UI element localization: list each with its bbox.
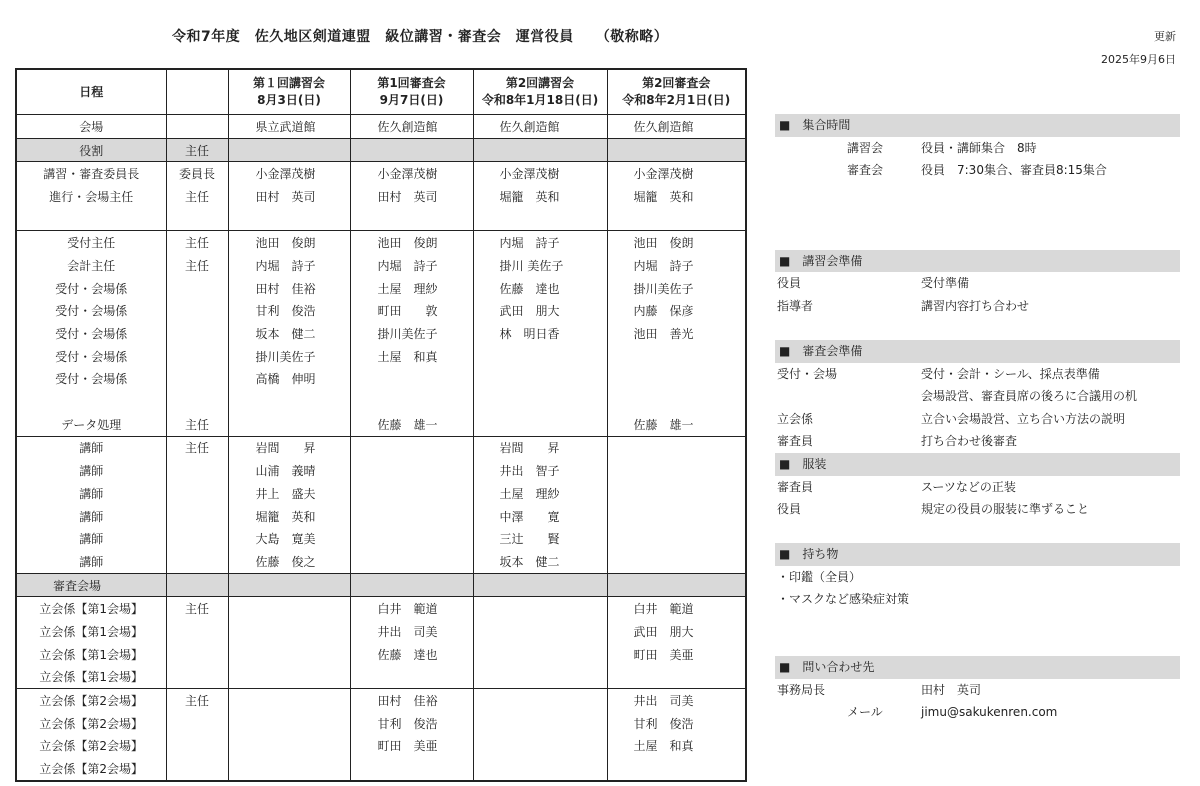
staff-cell <box>607 757 746 781</box>
info-value: 講習内容打ち合わせ <box>921 298 1030 313</box>
section-title: 講習会準備 <box>802 253 863 268</box>
row-label: 審査会場 <box>16 573 166 597</box>
staff-cell: 内堀 詩子 <box>473 231 607 254</box>
belonging-text: ・マスクなど感染症対策 <box>777 592 910 607</box>
info-value: 役員・講師集合 8時 <box>921 140 1037 155</box>
row-label: 講師 <box>16 505 166 528</box>
role-cell <box>166 345 228 368</box>
info-row <box>775 137 1180 160</box>
staff-cell: 小金澤茂樹 <box>607 162 746 185</box>
table-row <box>16 482 746 505</box>
role-cell: 主任 <box>166 138 228 162</box>
section-header <box>775 453 1180 476</box>
staff-cell <box>473 643 607 666</box>
staff-cell <box>473 597 607 620</box>
staff-cell: 井出 司美 <box>350 620 473 643</box>
staff-cell <box>607 459 746 482</box>
staff-cell: 佐藤 雄一 <box>607 413 746 436</box>
row-label: 受付主任 <box>16 231 166 254</box>
role-cell <box>166 482 228 505</box>
staff-cell: 内堀 詩子 <box>607 254 746 277</box>
staff-cell <box>473 345 607 368</box>
staff-cell <box>607 345 746 368</box>
row-label: 立会係【第1会場】 <box>16 620 166 643</box>
spacer <box>775 317 1180 340</box>
table-row <box>16 620 746 643</box>
staff-cell <box>228 666 350 689</box>
staff-cell: 大島 寛美 <box>228 527 350 550</box>
staff-cell <box>607 138 746 162</box>
info-label: 審査員 <box>777 434 814 449</box>
info-row <box>775 408 1180 431</box>
section-title: 審査会準備 <box>802 343 863 358</box>
staff-cell: 池田 俊朗 <box>228 231 350 254</box>
staff-cell <box>350 527 473 550</box>
staff-cell <box>350 459 473 482</box>
row-label: 会場 <box>16 115 166 139</box>
staff-cell: 土屋 和真 <box>607 735 746 758</box>
table-row <box>16 185 746 208</box>
staff-cell <box>607 550 746 573</box>
staff-cell: 甘利 俊浩 <box>607 712 746 735</box>
role-cell: 主任 <box>166 254 228 277</box>
staff-cell <box>473 689 607 712</box>
table-row <box>16 712 746 735</box>
staff-cell: 田村 佳裕 <box>228 277 350 300</box>
staff-cell <box>228 597 350 620</box>
section-header <box>775 656 1180 679</box>
header-session-1: 第１回講習会 8月3日(日) <box>228 69 350 115</box>
table-row <box>16 666 746 689</box>
belonging-item <box>775 588 1180 611</box>
info-row <box>775 159 1180 182</box>
info-value: 田村 英司 <box>921 682 982 697</box>
staff-cell: 土屋 理紗 <box>350 277 473 300</box>
table-row <box>16 550 746 573</box>
info-label: メール <box>847 705 883 720</box>
section-header <box>775 543 1180 566</box>
role-cell <box>166 620 228 643</box>
staff-cell <box>473 573 607 597</box>
staff-cell: 武田 朋大 <box>473 300 607 323</box>
staff-cell: 池田 俊朗 <box>607 231 746 254</box>
row-label: 受付・会場係 <box>16 277 166 300</box>
role-cell <box>166 757 228 781</box>
staff-cell: 掛川美佐子 <box>607 277 746 300</box>
table-row <box>16 368 746 391</box>
header-role <box>166 69 228 115</box>
staff-cell: 岩間 昇 <box>473 436 607 459</box>
staff-cell: 掛川美佐子 <box>350 322 473 345</box>
role-cell <box>166 550 228 573</box>
table-row <box>16 277 746 300</box>
info-label: 審査会 <box>847 163 884 178</box>
staff-cell <box>473 666 607 689</box>
table-row <box>16 459 746 482</box>
staff-cell <box>350 666 473 689</box>
row-label: 講師 <box>16 527 166 550</box>
staff-cell: 掛川美佐子 <box>228 345 350 368</box>
section-title: 問い合わせ先 <box>802 660 875 675</box>
staff-cell <box>228 620 350 643</box>
staff-cell <box>228 689 350 712</box>
staff-cell <box>228 208 350 231</box>
table-row <box>16 413 746 436</box>
info-value: 受付・会計・シール、採点表準備 <box>921 366 1100 381</box>
info-row <box>775 295 1180 318</box>
staff-cell: 池田 俊朗 <box>350 231 473 254</box>
staff-cell <box>350 436 473 459</box>
staff-cell <box>607 436 746 459</box>
info-label: 事務局長 <box>777 682 826 697</box>
updated-label: 更新 <box>1154 30 1176 43</box>
staff-cell <box>473 208 607 231</box>
table-row <box>16 115 746 139</box>
staff-cell: 井出 司美 <box>607 689 746 712</box>
staff-cell: 佐藤 達也 <box>473 277 607 300</box>
role-cell: 主任 <box>166 436 228 459</box>
role-cell <box>166 459 228 482</box>
row-label: 講師 <box>16 459 166 482</box>
schedule-table <box>15 68 747 782</box>
staff-cell: 武田 朋大 <box>607 620 746 643</box>
role-cell <box>166 666 228 689</box>
staff-cell: 佐藤 雄一 <box>350 413 473 436</box>
section-header <box>775 114 1180 137</box>
staff-cell: 田村 佳裕 <box>350 689 473 712</box>
row-label <box>16 390 166 413</box>
section-title: 服装 <box>802 456 827 471</box>
staff-cell <box>350 482 473 505</box>
staff-cell: 白井 範道 <box>607 597 746 620</box>
header-session-4: 第2回審査会 令和8年2月1日(日) <box>607 69 746 115</box>
staff-cell: 田村 英司 <box>228 185 350 208</box>
staff-cell <box>228 573 350 597</box>
staff-cell <box>228 757 350 781</box>
role-cell <box>166 322 228 345</box>
table-row <box>16 689 746 712</box>
staff-cell <box>228 712 350 735</box>
staff-cell <box>228 413 350 436</box>
staff-cell <box>228 390 350 413</box>
staff-cell: 池田 善光 <box>607 322 746 345</box>
info-value: スーツなどの正装 <box>921 479 1016 494</box>
info-label: 立会係 <box>777 411 814 426</box>
info-row <box>775 430 1180 453</box>
staff-cell: 小金澤茂樹 <box>228 162 350 185</box>
row-label: 立会係【第2会場】 <box>16 757 166 781</box>
staff-cell: 佐久創造館 <box>350 115 473 139</box>
table-row <box>16 322 746 345</box>
info-label: 役員 <box>777 502 802 517</box>
staff-cell <box>473 735 607 758</box>
staff-cell <box>350 550 473 573</box>
info-value: 立合い会場設営、立ち合い方法の説明 <box>921 411 1126 426</box>
info-label: 指導者 <box>777 298 814 313</box>
staff-cell <box>350 505 473 528</box>
staff-cell: 内堀 詩子 <box>350 254 473 277</box>
spacer <box>775 521 1180 544</box>
role-cell <box>166 300 228 323</box>
role-cell <box>166 527 228 550</box>
belonging-item <box>775 566 1180 589</box>
role-cell: 主任 <box>166 597 228 620</box>
staff-cell <box>228 735 350 758</box>
staff-cell <box>607 390 746 413</box>
staff-cell <box>607 368 746 391</box>
staff-cell: 坂本 健二 <box>473 550 607 573</box>
staff-cell: 三辻 賢 <box>473 527 607 550</box>
row-label: 会計主任 <box>16 254 166 277</box>
row-label: 受付・会場係 <box>16 300 166 323</box>
staff-cell: 田村 英司 <box>350 185 473 208</box>
updated-date: 2025年9月6日 <box>1101 53 1176 66</box>
spacer <box>775 611 1180 634</box>
row-label: 講師 <box>16 482 166 505</box>
info-row <box>775 385 1180 408</box>
staff-cell: 岩間 昇 <box>228 436 350 459</box>
role-cell: 主任 <box>166 413 228 436</box>
info-row <box>775 679 1180 702</box>
role-cell: 主任 <box>166 231 228 254</box>
spacer <box>775 227 1180 250</box>
staff-cell: 土屋 和真 <box>350 345 473 368</box>
staff-cell: 堀籠 英和 <box>228 505 350 528</box>
table-row <box>16 345 746 368</box>
row-label: 役割 <box>16 138 166 162</box>
spacer <box>775 204 1180 227</box>
spacer <box>775 634 1180 657</box>
section-header <box>775 340 1180 363</box>
row-label: 立会係【第1会場】 <box>16 597 166 620</box>
staff-cell <box>607 482 746 505</box>
table-row <box>16 208 746 231</box>
staff-cell <box>350 368 473 391</box>
row-label: 受付・会場係 <box>16 368 166 391</box>
square-icon: ■ <box>779 660 791 675</box>
staff-cell: 小金澤茂樹 <box>350 162 473 185</box>
row-label: 立会係【第1会場】 <box>16 666 166 689</box>
table-row <box>16 231 746 254</box>
staff-cell: 町田 美亜 <box>607 643 746 666</box>
info-value: 役員 7:30集合、審査員8:15集合 <box>921 163 1107 178</box>
section-title: 集合時間 <box>802 118 851 132</box>
square-icon: ■ <box>779 253 791 268</box>
staff-cell: 土屋 理紗 <box>473 482 607 505</box>
role-cell <box>166 573 228 597</box>
square-icon: ■ <box>779 456 791 471</box>
section-header <box>775 250 1180 273</box>
staff-cell <box>473 757 607 781</box>
staff-cell: 県立武道館 <box>228 115 350 139</box>
role-cell <box>166 712 228 735</box>
staff-cell <box>473 413 607 436</box>
info-value: 打ち合わせ後審査 <box>921 434 1018 449</box>
table-row <box>16 436 746 459</box>
row-label: 講師 <box>16 436 166 459</box>
staff-cell <box>473 712 607 735</box>
staff-cell: 佐久創造館 <box>607 115 746 139</box>
staff-cell: 井出 智子 <box>473 459 607 482</box>
row-label: 立会係【第2会場】 <box>16 712 166 735</box>
role-cell <box>166 643 228 666</box>
schedule-body <box>16 115 746 781</box>
table-row <box>16 643 746 666</box>
info-row <box>775 498 1180 521</box>
staff-cell: 佐藤 達也 <box>350 643 473 666</box>
info-label: 受付・会場 <box>777 366 838 381</box>
square-icon: ■ <box>779 547 791 562</box>
staff-cell: 堀籠 英和 <box>473 185 607 208</box>
row-label: 立会係【第1会場】 <box>16 643 166 666</box>
table-row <box>16 757 746 781</box>
info-row <box>775 476 1180 499</box>
role-cell: 委員長 <box>166 162 228 185</box>
table-row <box>16 390 746 413</box>
role-cell <box>166 208 228 231</box>
belonging-text: ・印鑑（全員） <box>777 569 862 584</box>
row-label: 講師 <box>16 550 166 573</box>
row-label: 進行・会場主任 <box>16 185 166 208</box>
table-header-row <box>16 69 746 115</box>
staff-cell <box>607 208 746 231</box>
staff-cell <box>607 573 746 597</box>
info-label: 審査員 <box>777 479 814 494</box>
info-row <box>775 701 1180 724</box>
staff-cell: 町田 敦 <box>350 300 473 323</box>
row-label: 受付・会場係 <box>16 345 166 368</box>
staff-cell <box>350 757 473 781</box>
info-value: 受付準備 <box>921 276 970 291</box>
header-session-2: 第1回審査会 9月7日(日) <box>350 69 473 115</box>
staff-cell <box>228 138 350 162</box>
page-title: 令和7年度 佐久地区剣道連盟 級位講習・審査会 運営役員 （敬称略） <box>172 29 669 45</box>
staff-cell <box>473 138 607 162</box>
role-cell <box>166 115 228 139</box>
table-row <box>16 162 746 185</box>
role-cell <box>166 505 228 528</box>
staff-cell <box>350 138 473 162</box>
staff-cell <box>607 666 746 689</box>
staff-cell <box>473 390 607 413</box>
info-label: 役員 <box>777 276 802 291</box>
staff-cell: 内堀 詩子 <box>228 254 350 277</box>
table-row <box>16 597 746 620</box>
info-label: 講習会 <box>847 140 884 155</box>
staff-cell: 内藤 保彦 <box>607 300 746 323</box>
table-row <box>16 138 746 162</box>
table-row <box>16 573 746 597</box>
staff-cell: 高橋 伸明 <box>228 368 350 391</box>
email-value: jimu@sakukenren.com <box>921 705 1058 720</box>
header-schedule: 日程 <box>16 69 166 115</box>
staff-cell <box>473 368 607 391</box>
info-value: 規定の役員の服装に準ずること <box>921 502 1090 517</box>
info-panel <box>775 114 1180 724</box>
table-row <box>16 300 746 323</box>
header-session-3: 第2回講習会 令和8年1月18日(日) <box>473 69 607 115</box>
staff-cell: 佐藤 俊之 <box>228 550 350 573</box>
staff-cell: 林 明日香 <box>473 322 607 345</box>
staff-cell: 甘利 俊浩 <box>228 300 350 323</box>
staff-cell <box>607 527 746 550</box>
table-row <box>16 735 746 758</box>
staff-cell <box>473 620 607 643</box>
table-row <box>16 254 746 277</box>
role-cell: 主任 <box>166 689 228 712</box>
staff-cell <box>228 643 350 666</box>
info-row <box>775 272 1180 295</box>
staff-cell <box>607 505 746 528</box>
spacer <box>775 182 1180 205</box>
staff-cell: 白井 範道 <box>350 597 473 620</box>
square-icon: ■ <box>779 343 791 358</box>
staff-cell: 山浦 義晴 <box>228 459 350 482</box>
role-cell <box>166 368 228 391</box>
role-cell: 主任 <box>166 185 228 208</box>
row-label: 受付・会場係 <box>16 322 166 345</box>
staff-cell: 坂本 健二 <box>228 322 350 345</box>
staff-cell: 井上 盛夫 <box>228 482 350 505</box>
staff-cell: 小金澤茂樹 <box>473 162 607 185</box>
table-row <box>16 527 746 550</box>
row-label: 立会係【第2会場】 <box>16 689 166 712</box>
row-label: 立会係【第2会場】 <box>16 735 166 758</box>
role-cell <box>166 277 228 300</box>
info-value: 会場設営、審査員席の後ろに合議用の机 <box>921 389 1138 404</box>
staff-cell <box>350 390 473 413</box>
staff-cell: 佐久創造館 <box>473 115 607 139</box>
staff-cell: 掛川 美佐子 <box>473 254 607 277</box>
table-row <box>16 505 746 528</box>
row-label: 講習・審査委員長 <box>16 162 166 185</box>
info-row <box>775 363 1180 386</box>
staff-cell <box>350 573 473 597</box>
role-cell <box>166 735 228 758</box>
staff-cell: 甘利 俊浩 <box>350 712 473 735</box>
section-title: 持ち物 <box>802 547 839 562</box>
square-icon: ■ <box>779 118 791 132</box>
staff-cell: 町田 美亜 <box>350 735 473 758</box>
staff-cell: 中澤 寛 <box>473 505 607 528</box>
staff-cell <box>350 208 473 231</box>
staff-cell: 堀籠 英和 <box>607 185 746 208</box>
row-label: データ処理 <box>16 413 166 436</box>
row-label <box>16 208 166 231</box>
role-cell <box>166 390 228 413</box>
